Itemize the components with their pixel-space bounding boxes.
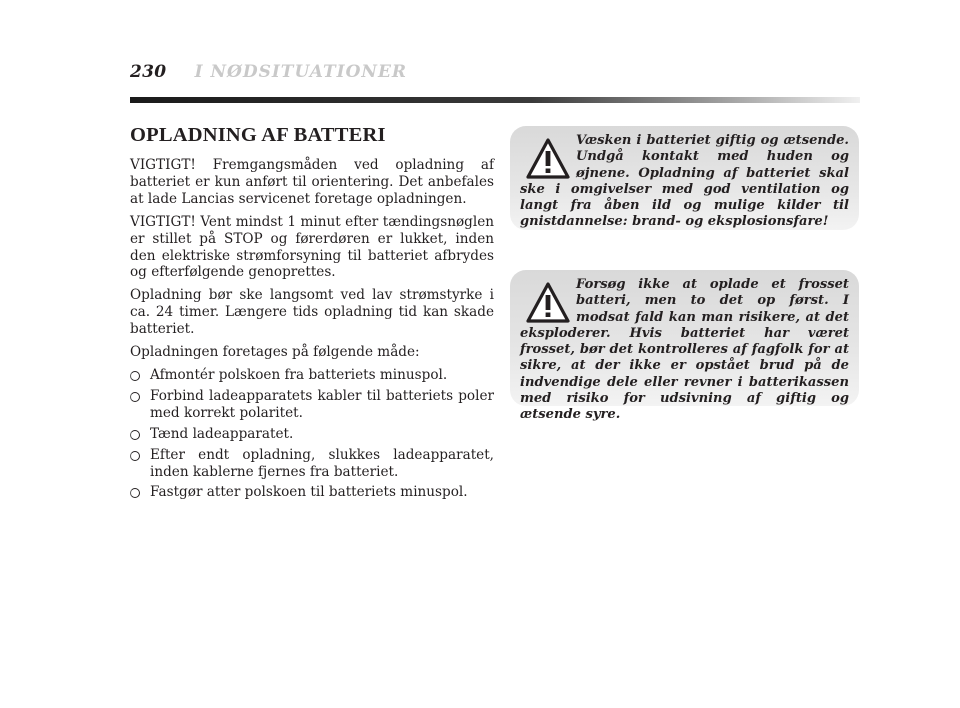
list-item-text: Tænd ladeapparatet. xyxy=(150,425,294,442)
list-item-text: Fastgør atter polskoen til batteriets minuspol. xyxy=(150,484,468,501)
page-title: OPLADNING AF BATTERI xyxy=(130,124,386,146)
list-item-text: Efter endt opladning, slukkes ladeapparatet, inden kablerne fjernes fra batteriet. xyxy=(150,446,494,480)
list-item xyxy=(130,447,494,481)
bullet-circle-icon xyxy=(130,451,140,461)
list-item xyxy=(130,367,494,384)
section-title: I NØDSITUATIONER xyxy=(194,62,408,82)
list-item-text: Forbind ladeapparatets kabler til batteriets poler med korrekt polaritet. xyxy=(150,387,494,421)
warning-box-battery-acid xyxy=(510,126,859,230)
bullet-circle-icon xyxy=(130,392,140,402)
paragraph-important-1: VIGTIGT! Fremgangsmåden ved opladning af batteriet er kun anført til orientering. Det anbefales at lade Lancias servicenet foretage opladningen. xyxy=(130,157,494,207)
page-header xyxy=(130,62,407,82)
paragraph-procedure-intro: Opladningen foretages på følgende måde: xyxy=(130,344,420,361)
warning-box-frozen-battery xyxy=(510,270,859,423)
bullet-circle-icon xyxy=(130,430,140,440)
paragraph-important-2: VIGTIGT! Vent mindst 1 minut efter tændingsnøglen er stillet på STOP og førerdøren er lukket, inden den elektriske strømforsyning til batteriet afbrydes og efterfølgende genoprettes. xyxy=(130,213,494,281)
page-number: 230 xyxy=(130,62,167,82)
list-item xyxy=(130,388,494,422)
bullet-circle-icon xyxy=(130,371,140,381)
warning-text: Væsken i batteriet giftig og ætsende. Undgå kontakt med huden og øjnene. Opladning af batteriet skal ske i omgivelser med god ventilation og langt fra åben ild og mulige kilder til gnistdannelse: brand- og eksplosionsfare! xyxy=(520,133,849,230)
header-rule xyxy=(130,97,860,103)
main-column xyxy=(130,124,494,505)
list-item xyxy=(130,426,494,443)
warning-triangle-icon xyxy=(526,281,570,325)
warning-triangle-icon xyxy=(526,137,570,181)
paragraph-charging-time: Opladning bør ske langsomt ved lav strømstyrke i ca. 24 timer. Længere tids opladning tid kan skade batteriet. xyxy=(130,287,494,338)
list-item xyxy=(130,484,494,501)
list-item-text: Afmontér polskoen fra batteriets minuspol. xyxy=(150,366,448,383)
warning-text: Forsøg ikke at oplade et frosset batteri, men to det op først. I modsat fald kan man risikere, at det eksploderer. Hvis batteriet har været frosset, bør det kontrolleres af fagfolk for at sikre, at der ikke er opstået brud på de indvendige dele eller revner i batterikassen med risiko for udsivning af giftig og ætsende syre. xyxy=(520,277,849,423)
bullet-circle-icon xyxy=(130,488,140,498)
